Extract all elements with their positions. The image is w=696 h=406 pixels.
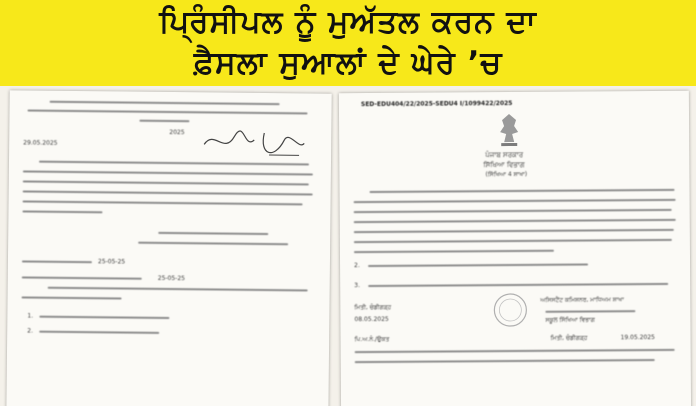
right-date-2: 19.05.2025: [620, 334, 655, 342]
headline-banner: [0, 0, 696, 86]
right-letter-document: [339, 91, 691, 406]
right-endorsement: ਪਿ.ਅ.ਨੰ./ਉਕਤ: [354, 335, 390, 344]
left-list-2: 2.: [27, 327, 33, 335]
official-stamp-icon: [490, 290, 530, 330]
right-dept-line-3: (ਸਿੱਖਿਆ 4 ਸ਼ਾਖਾ): [485, 170, 528, 179]
right-para-2: 2.: [354, 262, 360, 270]
left-number: 2025: [169, 128, 185, 137]
signature-pair-icon: [199, 124, 309, 165]
left-letter-document: [6, 90, 331, 406]
right-dept-line-2: ਸਿੱਖਿਆ ਵਿਭਾਗ: [483, 160, 525, 170]
right-date-1: 08.05.2025: [354, 315, 389, 324]
headline-line-2: ਫ਼ੈਸਲਾ ਸੁਆਲਾਂ ਦੇ ਘੇਰੇ ’ਚ: [193, 45, 503, 81]
left-date: 29.05.2025: [23, 139, 58, 147]
right-signatory-1: ਅਸਿਸਟੈਂਟ ਕਮਿਸ਼ਨਰ, ਮਾਧਿਅਮ ਸ਼ਾਖਾ: [540, 296, 624, 304]
right-place-1: ਮਿਤੀ, ਚੰਡੀਗੜ੍ਹ: [354, 303, 392, 312]
headline-line-1: ਪ੍ਰਿੰਸੀਪਲ ਨੂੰ ਮੁਅੱਤਲ ਕਰਨ ਦਾ: [159, 4, 537, 40]
right-dept-line-1: ਪੰਜਾਬ ਸਰਕਾਰ: [485, 150, 524, 160]
government-emblem-icon: [494, 112, 524, 148]
left-date-mid-2: 25-05-25: [157, 274, 186, 283]
right-para-3: 3.: [354, 282, 360, 290]
right-signatory-2: ਸਕੂਲ ਸਿੱਖਿਆ ਵਿਭਾਗ: [545, 316, 595, 324]
right-place-2: ਮਿਤੀ, ਚੰਡੀਗੜ੍ਹ: [550, 334, 588, 342]
left-date-mid: 25-05-25: [97, 258, 126, 266]
right-ref-number: SED-EDU404/22/2025-SEDU4 I/1099422/2025: [360, 100, 513, 109]
left-list-1: 1.: [27, 312, 34, 320]
